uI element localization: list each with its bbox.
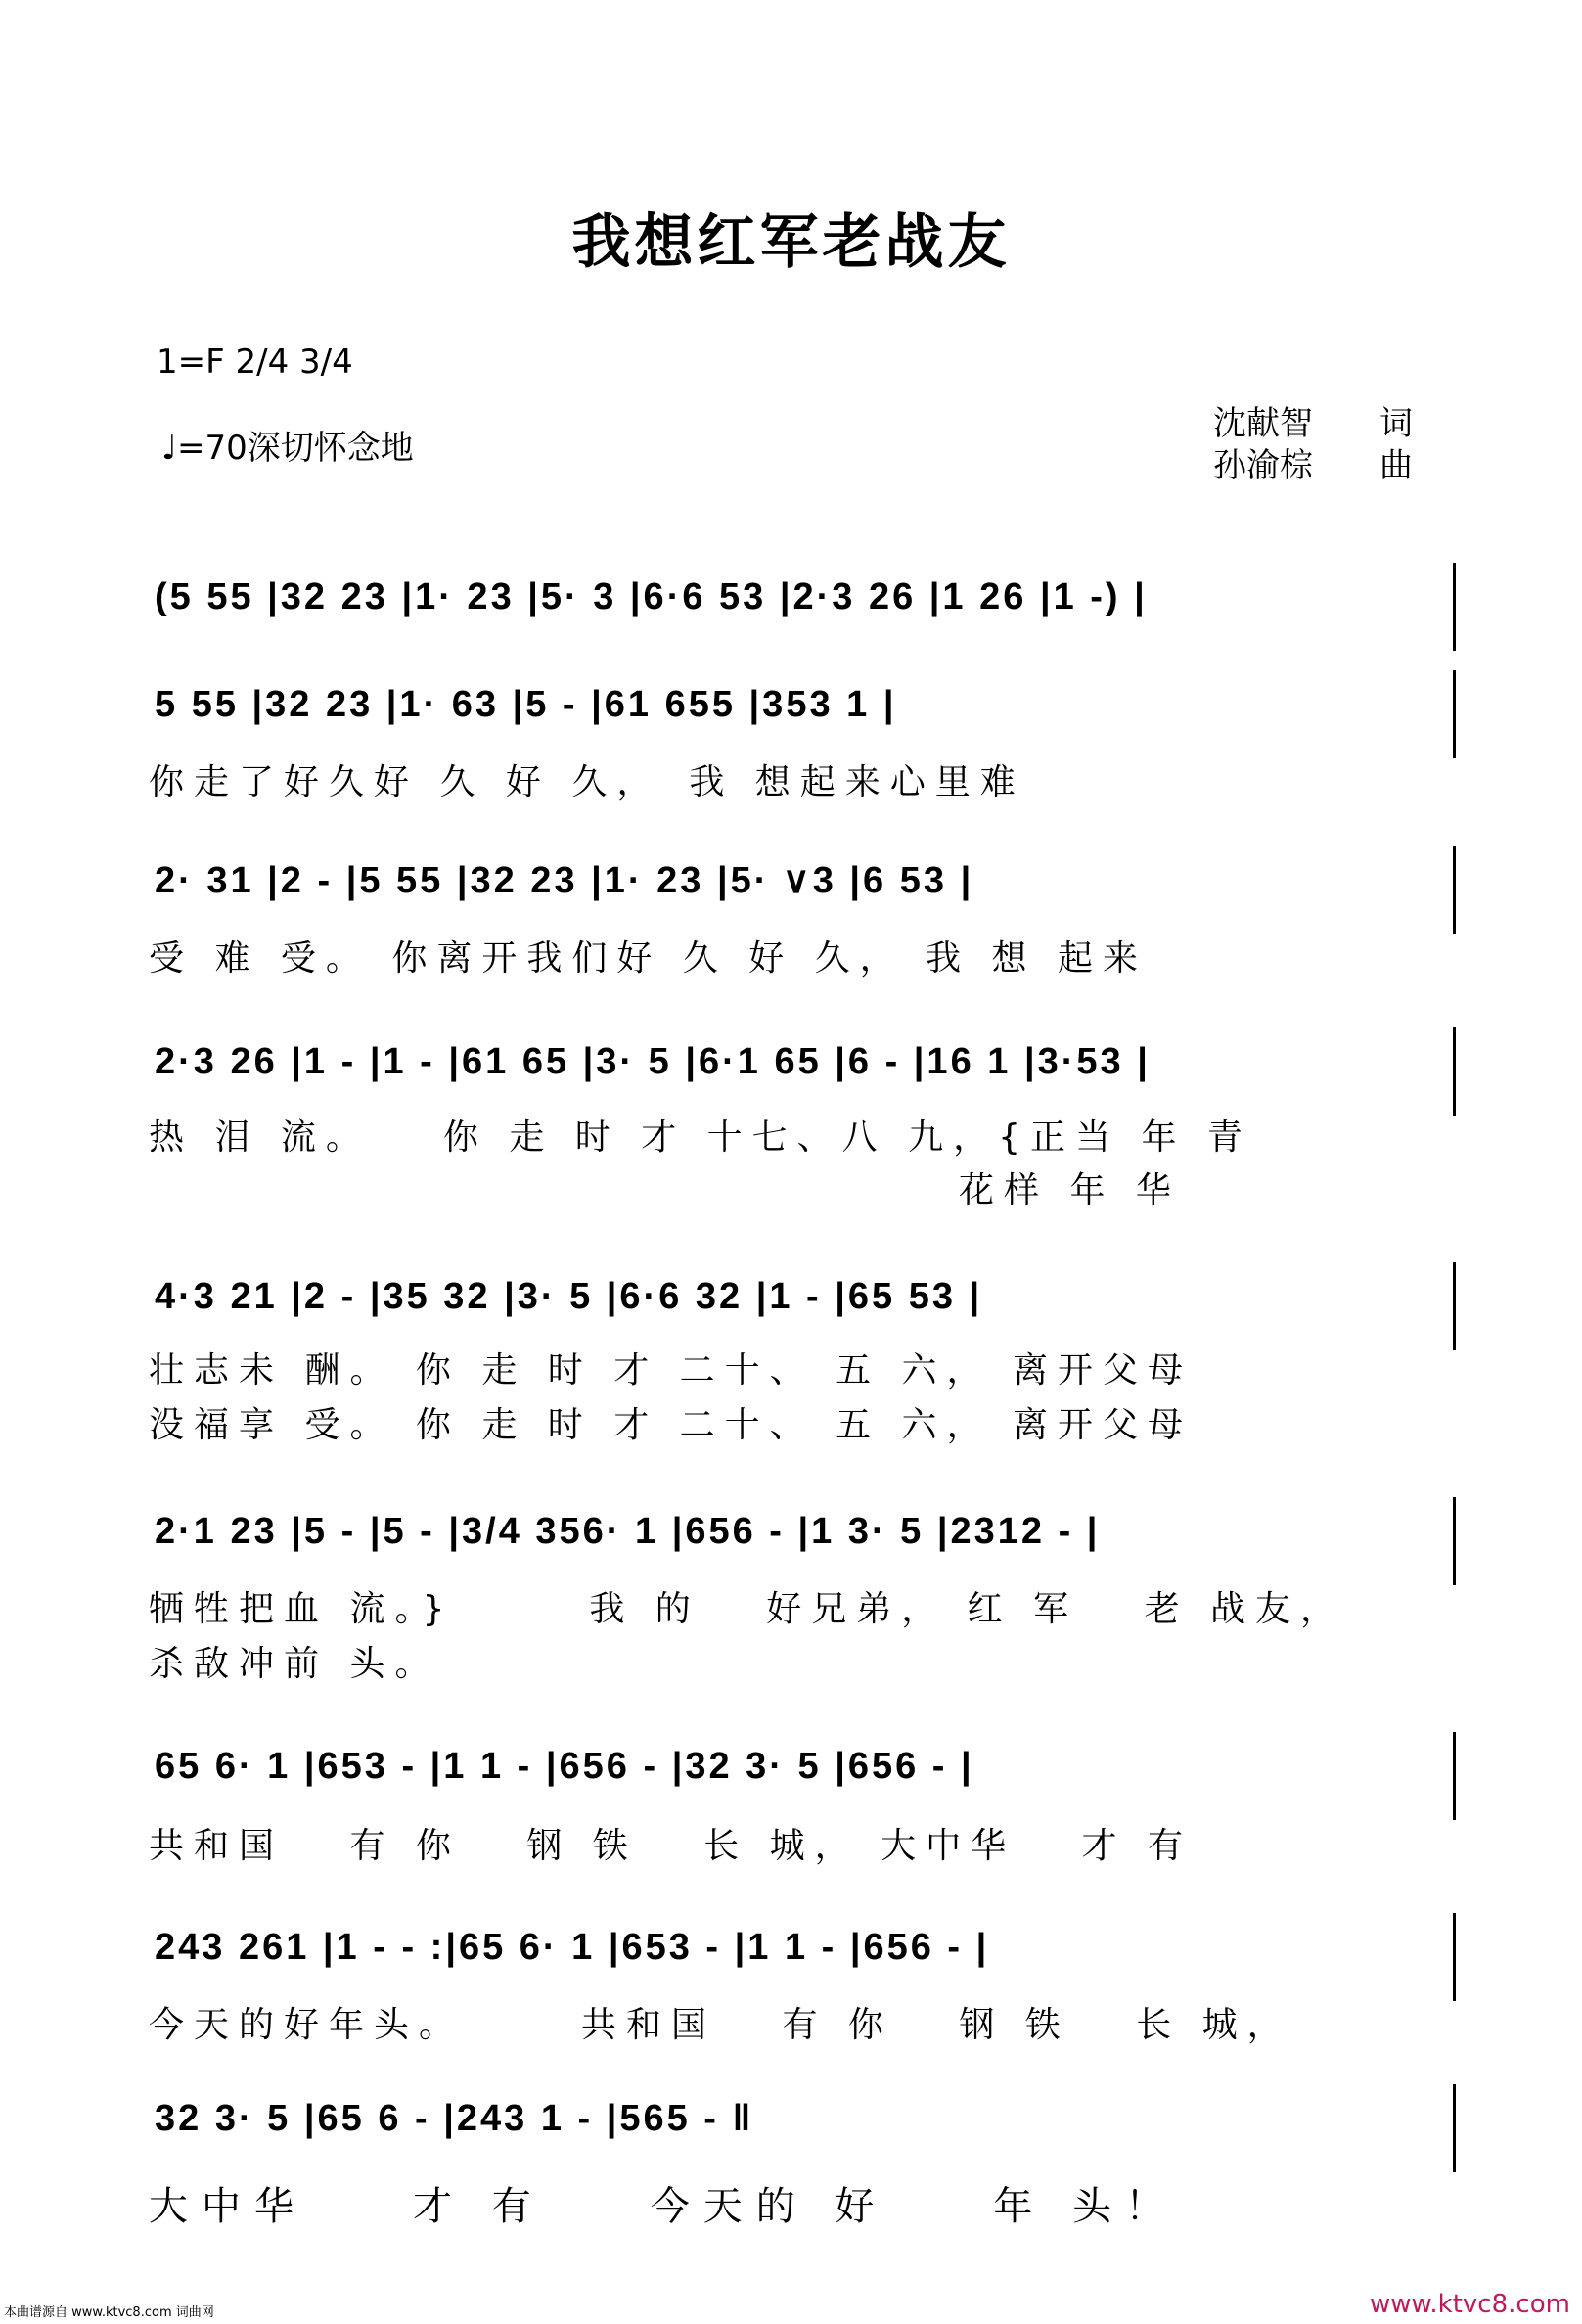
tempo-marking: ♩=70深切怀念地	[161, 429, 414, 468]
song-title: 我想红军老战友	[571, 208, 1011, 277]
lyricist-credit: 沈献智 词	[1213, 404, 1413, 443]
lyric-line: 热 泪 流。 你 走 时 才 十七、八 九，{正当 年 青	[149, 1117, 1252, 1158]
score-system-6	[145, 1497, 1456, 1693]
score-system-8	[145, 1913, 1456, 2070]
score-system-4	[145, 1027, 1456, 1223]
lyric-line: 杀敌冲前 头。	[149, 1644, 440, 1684]
score-system-9	[145, 2084, 1456, 2260]
lyric-line: 花样 年 华	[149, 1170, 1181, 1210]
notation-line: 65 6· 1 |653 - |1 1 - |656 - |32 3· 5 |656 - |	[145, 1732, 1456, 1820]
lyric-line: 受 难 受。 你离开我们好 久 好 久， 我 想 起来	[149, 938, 1148, 979]
score-system-1	[145, 563, 1456, 670]
lyric-line: 壮志未 酬。 你 走 时 才 二十、 五 六， 离开父母	[149, 1350, 1193, 1390]
lyric-line: 今天的好年头。 共和国 有 你 钢 铁 长 城，	[149, 2005, 1292, 2045]
notation-line: 2·1 23 |5 - |5 - |3/4 356· 1 |656 - |1 3· 5 |2312 - |	[145, 1497, 1456, 1585]
score-system-2	[145, 670, 1456, 827]
score-system-7	[145, 1732, 1456, 1889]
footer-source-text: 本曲谱源自 www.ktvc8.com 词曲网	[4, 2305, 214, 2320]
footer-watermark-link[interactable]: www.ktvc8.com	[1370, 2290, 1570, 2319]
lyric-line: 没福享 受。 你 走 时 才 二十、 五 六， 离开父母	[149, 1405, 1193, 1445]
lyric-line: 牺牲把血 流。} 我 的 好兄弟， 红 军 老 战友，	[149, 1589, 1346, 1629]
lyric-line: 共和国 有 你 钢 铁 长 城， 大中华 才 有	[149, 1826, 1193, 1866]
lyric-line: 你走了好久好 久 好 久， 我 想起来心里难	[149, 762, 1025, 802]
notation-line: 243 261 |1 - - :|65 6· 1 |653 - |1 1 - |656 - |	[145, 1913, 1456, 2001]
score-system-3	[145, 846, 1456, 1003]
notation-line: 32 3· 5 |65 6 - |243 1 - |565 - ‖	[145, 2084, 1456, 2172]
notation-line: 2·3 26 |1 - |1 - |61 65 |3· 5 |6·1 65 |6 - |16 1 |3·53 |	[145, 1027, 1456, 1116]
notation-line: (5 55 |32 23 |1· 23 |5· 3 |6·6 53 |2·3 26 |1 26 |1 -) |	[145, 563, 1456, 651]
notation-line: 4·3 21 |2 - |35 32 |3· 5 |6·6 32 |1 - |65 53 |	[145, 1262, 1456, 1350]
notation-line: 5 55 |32 23 |1· 63 |5 - |61 655 |353 1 |	[145, 670, 1456, 758]
notation-line: 2· 31 |2 - |5 55 |32 23 |1· 23 |5· ∨3 |6 53 |	[145, 846, 1456, 934]
score-system-5	[145, 1262, 1456, 1458]
composer-credit: 孙渝棕 曲	[1213, 446, 1413, 485]
lyric-line: 大中华 才 有 今天的 好 年 头！	[149, 2184, 1179, 2229]
key-signature: 1=F 2/4 3/4	[157, 342, 353, 382]
